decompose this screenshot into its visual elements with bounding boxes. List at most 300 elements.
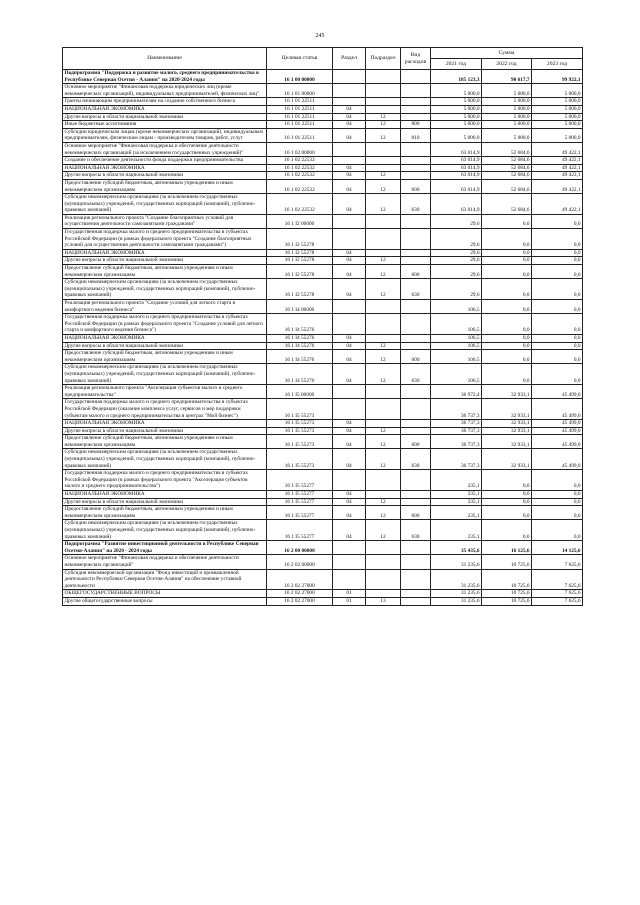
- cell-2021: 5 000,0: [431, 128, 482, 142]
- cell-2022: 0,0: [482, 265, 532, 279]
- cell-2022: 32 933,1: [482, 449, 532, 470]
- cell-2022: 0,0: [482, 257, 532, 265]
- cell-subsection: [366, 164, 401, 172]
- cell-name: Государственная поддержка малого и среднего предпринимательства в субъектах Российской Федерации (в рамках федерального проекта "Создание благоприятных условий для осуществления деятельности самозанятыми гражданами"): [63, 229, 267, 250]
- table-row: [63, 520, 583, 541]
- cell-section: [333, 214, 366, 228]
- cell-subsection: [366, 142, 401, 156]
- cell-code: 16 1 I4 55276: [267, 342, 333, 350]
- table-row: [63, 121, 583, 129]
- table-row: [63, 541, 583, 555]
- cell-2022: 5 000,0: [482, 105, 532, 113]
- cell-code: 16 1 01 22511: [267, 98, 333, 106]
- cell-expense-type: [401, 70, 431, 84]
- cell-subsection: [366, 555, 401, 569]
- cell-2021: 106,5: [431, 342, 482, 350]
- cell-2023: 14 125,6: [532, 541, 583, 555]
- cell-2021: 5 000,0: [431, 84, 482, 98]
- cell-section: 04: [333, 164, 366, 172]
- cell-subsection: 12: [366, 194, 401, 215]
- col-header-sum: Сумма: [431, 48, 583, 59]
- cell-expense-type: [401, 541, 431, 555]
- cell-expense-type: [401, 498, 431, 506]
- table-row: [63, 590, 583, 598]
- table-row: [63, 314, 583, 335]
- cell-expense-type: [401, 300, 431, 314]
- cell-2021: 31 235,6: [431, 597, 482, 605]
- cell-expense-type: [401, 590, 431, 598]
- cell-section: [333, 229, 366, 250]
- cell-2022: 0,0: [482, 314, 532, 335]
- cell-2022: 0,0: [482, 350, 532, 364]
- cell-code: 16 1 I5 55277: [267, 498, 333, 506]
- cell-code: 16 1 I4 55276: [267, 350, 333, 364]
- cell-code: 16 1 I5 55273: [267, 435, 333, 449]
- cell-name: Государственная поддержка малого и среднего предпринимательства в субъектах Российской Федерации (в рамках федерального проекта "Акселерация субъектов малого и среднего предпринимательства"): [63, 470, 267, 491]
- cell-section: [333, 98, 366, 106]
- cell-expense-type: 600: [401, 435, 431, 449]
- cell-expense-type: 630: [401, 279, 431, 300]
- cell-name: НАЦИОНАЛЬНАЯ ЭКОНОМИКА: [63, 105, 267, 113]
- cell-code: 16 2 00 00000: [267, 541, 333, 555]
- cell-2021: 106,5: [431, 364, 482, 385]
- cell-section: [333, 300, 366, 314]
- cell-subsection: [366, 420, 401, 428]
- cell-section: [333, 314, 366, 335]
- cell-subsection: 12: [366, 128, 401, 142]
- cell-section: [333, 84, 366, 98]
- cell-expense-type: 810: [401, 128, 431, 142]
- cell-2023: 7 625,6: [532, 569, 583, 590]
- cell-section: 04: [333, 420, 366, 428]
- cell-2023: 0,0: [532, 364, 583, 385]
- cell-name: Реализация регионального проекта "Акселерация субъектов малого и среднего предпринимательства": [63, 385, 267, 399]
- cell-section: 04: [333, 105, 366, 113]
- cell-2021: 235,1: [431, 498, 482, 506]
- table-row: [63, 399, 583, 420]
- cell-2022: 0,0: [482, 229, 532, 250]
- cell-name: Другие вопросы в области национальной экономики: [63, 498, 267, 506]
- cell-code: 16 1 I5 55273: [267, 420, 333, 428]
- cell-section: 04: [333, 179, 366, 193]
- cell-2021: 29,6: [431, 279, 482, 300]
- table-row: [63, 265, 583, 279]
- cell-code: 16 1 I2 55278: [267, 265, 333, 279]
- cell-2022: 5 000,0: [482, 98, 532, 106]
- cell-2022: 5 000,0: [482, 121, 532, 129]
- cell-2021: 106,5: [431, 350, 482, 364]
- cell-expense-type: [401, 249, 431, 257]
- table-row: [63, 435, 583, 449]
- cell-expense-type: [401, 229, 431, 250]
- cell-2021: 235,1: [431, 470, 482, 491]
- cell-2023: 0,0: [532, 314, 583, 335]
- cell-2021: 35 435,6: [431, 541, 482, 555]
- table-row: [63, 113, 583, 121]
- cell-expense-type: 630: [401, 364, 431, 385]
- cell-subsection: 12: [366, 449, 401, 470]
- cell-2023: 45 499,0: [532, 427, 583, 435]
- cell-subsection: 12: [366, 506, 401, 520]
- cell-subsection: [366, 569, 401, 590]
- cell-expense-type: [401, 597, 431, 605]
- cell-subsection: 12: [366, 350, 401, 364]
- cell-subsection: [366, 98, 401, 106]
- cell-2021: 63 014,9: [431, 142, 482, 156]
- cell-2021: 106,5: [431, 334, 482, 342]
- cell-code: 16 1 00 00000: [267, 70, 333, 84]
- cell-2023: 5 000,0: [532, 105, 583, 113]
- cell-expense-type: 600: [401, 179, 431, 193]
- cell-name: НАЦИОНАЛЬНАЯ ЭКОНОМИКА: [63, 249, 267, 257]
- cell-subsection: 12: [366, 121, 401, 129]
- table-row: [63, 142, 583, 156]
- cell-name: Другие вопросы в области национальной экономики: [63, 342, 267, 350]
- cell-expense-type: [401, 113, 431, 121]
- table-row: [63, 105, 583, 113]
- cell-2023: 0,0: [532, 249, 583, 257]
- table-row: [63, 491, 583, 499]
- cell-code: 16 2 02 00000: [267, 555, 333, 569]
- cell-2023: 0,0: [532, 265, 583, 279]
- cell-section: 04: [333, 506, 366, 520]
- col-header-code: Целевая статья: [267, 48, 333, 70]
- cell-2023: 0,0: [532, 498, 583, 506]
- cell-section: 04: [333, 194, 366, 215]
- cell-name: Субсидии некоммерческим организациям (за исключением государственных (муниципальных) учреждений, государственных корпораций (компаний), публично-правовых компаний): [63, 449, 267, 470]
- cell-2023: 0,0: [532, 350, 583, 364]
- cell-section: 04: [333, 498, 366, 506]
- budget-table: [62, 47, 583, 606]
- cell-subsection: [366, 105, 401, 113]
- cell-2023: 5 000,0: [532, 128, 583, 142]
- cell-2022: 0,0: [482, 300, 532, 314]
- cell-2022: 52 684,6: [482, 157, 532, 165]
- cell-code: 16 1 I4 55276: [267, 364, 333, 385]
- cell-code: 16 1 I5 55273: [267, 427, 333, 435]
- cell-2021: 235,1: [431, 506, 482, 520]
- cell-expense-type: 600: [401, 265, 431, 279]
- cell-2022: 32 933,1: [482, 385, 532, 399]
- cell-2021: 63 014,9: [431, 179, 482, 193]
- budget-table-body: [63, 70, 583, 606]
- cell-2023: 0,0: [532, 334, 583, 342]
- cell-2022: 32 933,1: [482, 420, 532, 428]
- cell-subsection: [366, 300, 401, 314]
- cell-name: Основное мероприятие "Финансовая поддержка и обеспечение деятельности некоммерческих организаций (за исключением государственных учреждений)": [63, 142, 267, 156]
- cell-expense-type: [401, 334, 431, 342]
- cell-2021: 36 737,3: [431, 449, 482, 470]
- table-row: [63, 498, 583, 506]
- cell-2023: 0,0: [532, 491, 583, 499]
- cell-name: Другие вопросы в области национальной экономики: [63, 427, 267, 435]
- cell-2022: 52 684,6: [482, 194, 532, 215]
- table-row: [63, 597, 583, 605]
- cell-section: [333, 569, 366, 590]
- table-row: [63, 420, 583, 428]
- cell-section: 04: [333, 435, 366, 449]
- cell-2021: 29,6: [431, 249, 482, 257]
- cell-2023: 45 499,0: [532, 385, 583, 399]
- cell-2022: 0,0: [482, 520, 532, 541]
- cell-2022: 10 725,6: [482, 569, 532, 590]
- cell-name: Субсидии некоммерческим организациям (за исключением государственных (муниципальных) учреждений, государственных корпораций (компаний), публично-правовых компаний): [63, 194, 267, 215]
- page-number: 245: [315, 33, 325, 39]
- cell-name: Субсидии юридическим лицам (кроме некоммерческих организаций), индивидуальным предпринимателям, физическим лицам - производителям товаров, работ, услуг: [63, 128, 267, 142]
- cell-2023: 45 499,0: [532, 435, 583, 449]
- cell-name: Предоставление субсидий бюджетным, автономным учреждениям и иным некоммерческим организациям: [63, 506, 267, 520]
- cell-section: [333, 385, 366, 399]
- cell-subsection: 12: [366, 520, 401, 541]
- cell-code: 16 1 I5 55277: [267, 506, 333, 520]
- cell-2021: 36 737,3: [431, 420, 482, 428]
- col-header-2022: 2022 год: [482, 59, 532, 70]
- cell-2023: 5 000,0: [532, 113, 583, 121]
- table-row: [63, 300, 583, 314]
- cell-subsection: 12: [366, 364, 401, 385]
- col-header-2023: 2023 год: [532, 59, 583, 70]
- cell-code: 16 1 01 22511: [267, 128, 333, 142]
- cell-name: Подпрограмма "Развитие инвестиционной деятельности в Республике Северная Осетия-Алания" на 2020 - 2024 годы: [63, 541, 267, 555]
- cell-name: Реализация регионального проекта "Создание благоприятных условий для осуществления деятельности самозанятыми гражданами": [63, 214, 267, 228]
- table-row: [63, 179, 583, 193]
- cell-2021: 36 972,4: [431, 385, 482, 399]
- cell-subsection: 12: [366, 113, 401, 121]
- cell-code: 16 1 I5 55273: [267, 399, 333, 420]
- cell-code: 16 1 02 22532: [267, 157, 333, 165]
- cell-2023: 49 422,1: [532, 157, 583, 165]
- cell-code: 16 2 02 27000: [267, 569, 333, 590]
- table-row: [63, 98, 583, 106]
- cell-2021: 31 235,6: [431, 555, 482, 569]
- cell-section: [333, 555, 366, 569]
- cell-2022: 5 000,0: [482, 128, 532, 142]
- cell-section: [333, 470, 366, 491]
- cell-expense-type: [401, 172, 431, 180]
- cell-name: Основное мероприятие "Финансовая поддержка и обеспечение деятельности некоммерческих организаций": [63, 555, 267, 569]
- cell-2021: 63 014,9: [431, 172, 482, 180]
- cell-section: 04: [333, 491, 366, 499]
- cell-2023: 5 000,0: [532, 121, 583, 129]
- cell-2022: 5 000,0: [482, 113, 532, 121]
- cell-2023: 49 422,1: [532, 179, 583, 193]
- cell-subsection: 12: [366, 342, 401, 350]
- cell-2022: 5 000,0: [482, 84, 532, 98]
- cell-section: 04: [333, 172, 366, 180]
- cell-expense-type: 630: [401, 194, 431, 215]
- cell-2023: 0,0: [532, 300, 583, 314]
- cell-2022: 0,0: [482, 498, 532, 506]
- cell-code: 16 1 02 22532: [267, 164, 333, 172]
- cell-2023: 49 422,1: [532, 194, 583, 215]
- cell-2023: 5 000,0: [532, 84, 583, 98]
- table-row: [63, 350, 583, 364]
- cell-expense-type: [401, 427, 431, 435]
- cell-section: [333, 142, 366, 156]
- table-row: [63, 334, 583, 342]
- cell-expense-type: 630: [401, 449, 431, 470]
- cell-section: [333, 541, 366, 555]
- cell-2023: 0,0: [532, 229, 583, 250]
- cell-2022: 52 684,6: [482, 172, 532, 180]
- cell-code: 16 1 I2 55278: [267, 249, 333, 257]
- cell-expense-type: 600: [401, 506, 431, 520]
- cell-expense-type: [401, 491, 431, 499]
- cell-expense-type: 600: [401, 350, 431, 364]
- cell-code: 16 1 I2 00000: [267, 214, 333, 228]
- cell-code: 16 1 02 22532: [267, 194, 333, 215]
- cell-name: Другие вопросы в области национальной экономики: [63, 172, 267, 180]
- cell-2022: 52 684,6: [482, 179, 532, 193]
- cell-2023: 45 499,0: [532, 399, 583, 420]
- cell-code: 16 2 02 27000: [267, 597, 333, 605]
- cell-name: Другие общегосударственные вопросы: [63, 597, 267, 605]
- cell-2021: 5 000,0: [431, 113, 482, 121]
- cell-code: 16 1 I5 00000: [267, 385, 333, 399]
- cell-name: НАЦИОНАЛЬНАЯ ЭКОНОМИКА: [63, 334, 267, 342]
- table-row: [63, 506, 583, 520]
- cell-name: Государственная поддержка малого и среднего предпринимательства в субъектах Российской Федерации (оказание комплекса услуг, сервисов и мер поддержки субъектам малого и среднего предпринимательства в центрах "Мой бизнес"): [63, 399, 267, 420]
- cell-subsection: 12: [366, 435, 401, 449]
- cell-2021: 36 737,3: [431, 399, 482, 420]
- cell-subsection: [366, 334, 401, 342]
- cell-name: Субсидия некоммерческой организации "Фонд инвестиций и промышленной деятельности Республики Северная Осетия-Алания" на обеспечение уставной деятельности: [63, 569, 267, 590]
- cell-section: 01: [333, 597, 366, 605]
- cell-subsection: [366, 229, 401, 250]
- cell-2023: 0,0: [532, 520, 583, 541]
- cell-section: 04: [333, 113, 366, 121]
- cell-2021: 31 235,6: [431, 590, 482, 598]
- cell-name: Основное мероприятие "Финансовая поддержка юридических лиц (кроме некоммерческих организаций), индивидуальных предпринимателей, физических лиц": [63, 84, 267, 98]
- cell-expense-type: [401, 105, 431, 113]
- cell-subsection: 12: [366, 498, 401, 506]
- cell-2023: 0,0: [532, 257, 583, 265]
- cell-2021: 29,6: [431, 265, 482, 279]
- cell-2021: 235,1: [431, 491, 482, 499]
- cell-2022: 0,0: [482, 470, 532, 491]
- cell-name: НАЦИОНАЛЬНАЯ ЭКОНОМИКА: [63, 491, 267, 499]
- cell-2021: 106,5: [431, 300, 482, 314]
- cell-2021: 29,6: [431, 214, 482, 228]
- cell-subsection: [366, 541, 401, 555]
- cell-subsection: [366, 491, 401, 499]
- cell-subsection: 12: [366, 172, 401, 180]
- cell-code: 16 1 I2 55278: [267, 279, 333, 300]
- cell-subsection: [366, 214, 401, 228]
- cell-section: 04: [333, 520, 366, 541]
- cell-2023: 45 499,0: [532, 420, 583, 428]
- table-row: [63, 249, 583, 257]
- cell-2022: 0,0: [482, 364, 532, 385]
- cell-section: 01: [333, 590, 366, 598]
- cell-2023: 49 422,1: [532, 164, 583, 172]
- cell-code: 16 1 I2 55278: [267, 229, 333, 250]
- cell-2021: 235,1: [431, 520, 482, 541]
- cell-name: Создание и обеспечение деятельности фонда поддержки предпринимательства: [63, 157, 267, 165]
- cell-2021: 36 737,3: [431, 427, 482, 435]
- table-row: [63, 427, 583, 435]
- cell-2022: 10 725,6: [482, 597, 532, 605]
- cell-2023: 7 625,6: [532, 555, 583, 569]
- table-row: [63, 385, 583, 399]
- cell-section: 04: [333, 364, 366, 385]
- cell-section: 04: [333, 334, 366, 342]
- cell-section: 04: [333, 427, 366, 435]
- cell-2023: 7 625,6: [532, 597, 583, 605]
- col-header-name: Наименование: [63, 48, 267, 70]
- cell-code: 16 1 I4 55276: [267, 334, 333, 342]
- cell-name: Предоставление субсидий бюджетным, автономным учреждениям и иным некоммерческим организациям: [63, 435, 267, 449]
- cell-expense-type: [401, 157, 431, 165]
- cell-section: 04: [333, 265, 366, 279]
- cell-subsection: [366, 157, 401, 165]
- table-row: [63, 214, 583, 228]
- table-row: [63, 470, 583, 491]
- cell-subsection: 12: [366, 179, 401, 193]
- cell-expense-type: 630: [401, 520, 431, 541]
- cell-subsection: [366, 590, 401, 598]
- cell-subsection: 12: [366, 427, 401, 435]
- cell-2022: 0,0: [482, 506, 532, 520]
- cell-name: Подпрограмма "Поддержка и развитие малого, среднего предпринимательства в Республике Северная Осетия - Алания" на 2020-2024 годы: [63, 70, 267, 84]
- cell-section: [333, 70, 366, 84]
- table-row: [63, 257, 583, 265]
- cell-code: 16 1 I2 55278: [267, 257, 333, 265]
- table-row: [63, 342, 583, 350]
- cell-expense-type: [401, 399, 431, 420]
- cell-2022: 10 725,6: [482, 590, 532, 598]
- cell-subsection: [366, 314, 401, 335]
- cell-2021: 36 737,3: [431, 435, 482, 449]
- cell-expense-type: [401, 257, 431, 265]
- cell-expense-type: [401, 470, 431, 491]
- cell-2023: 0,0: [532, 214, 583, 228]
- cell-name: Иные бюджетные ассигнования: [63, 121, 267, 129]
- cell-2023: 0,0: [532, 470, 583, 491]
- cell-expense-type: [401, 314, 431, 335]
- cell-code: 16 1 I5 55277: [267, 491, 333, 499]
- cell-2023: 49 422,1: [532, 142, 583, 156]
- cell-name: Предоставление субсидий бюджетным, автономным учреждениям и иным некоммерческим организациям: [63, 179, 267, 193]
- cell-code: 16 1 I4 00000: [267, 300, 333, 314]
- cell-expense-type: [401, 214, 431, 228]
- cell-name: Предоставление субсидий бюджетным, автономным учреждениям и иным некоммерческим организациям: [63, 350, 267, 364]
- table-row: [63, 128, 583, 142]
- cell-expense-type: [401, 385, 431, 399]
- cell-2021: 29,6: [431, 229, 482, 250]
- cell-2022: 52 684,6: [482, 142, 532, 156]
- table-row: [63, 229, 583, 250]
- table-row: [63, 569, 583, 590]
- cell-2021: 5 000,0: [431, 121, 482, 129]
- table-row: [63, 555, 583, 569]
- cell-2021: 63 014,9: [431, 157, 482, 165]
- cell-section: 04: [333, 449, 366, 470]
- cell-name: Субсидии некоммерческим организациям (за исключением государственных (муниципальных) учреждений, государственных корпораций (компаний), публично-правовых компаний): [63, 279, 267, 300]
- cell-name: Субсидии некоммерческим организациям (за исключением государственных (муниципальных) учреждений, государственных корпораций (компаний), публично-правовых компаний): [63, 364, 267, 385]
- cell-2022: 52 684,6: [482, 164, 532, 172]
- cell-name: Государственная поддержка малого и среднего предпринимательства в субъектах Российской Федерации (в рамках федерального проекта "Создание условий для легкого старта и комфортного ведения бизнеса"): [63, 314, 267, 335]
- cell-code: 16 1 I5 55273: [267, 449, 333, 470]
- cell-name: НАЦИОНАЛЬНАЯ ЭКОНОМИКА: [63, 420, 267, 428]
- cell-2022: 32 933,1: [482, 399, 532, 420]
- cell-section: 04: [333, 121, 366, 129]
- cell-2022: 0,0: [482, 249, 532, 257]
- cell-subsection: 12: [366, 279, 401, 300]
- cell-code: 16 1 I4 55276: [267, 314, 333, 335]
- cell-name: Реализация регионального проекта "Создание условий для легкого старта и комфортного ведения бизнеса": [63, 300, 267, 314]
- cell-section: [333, 157, 366, 165]
